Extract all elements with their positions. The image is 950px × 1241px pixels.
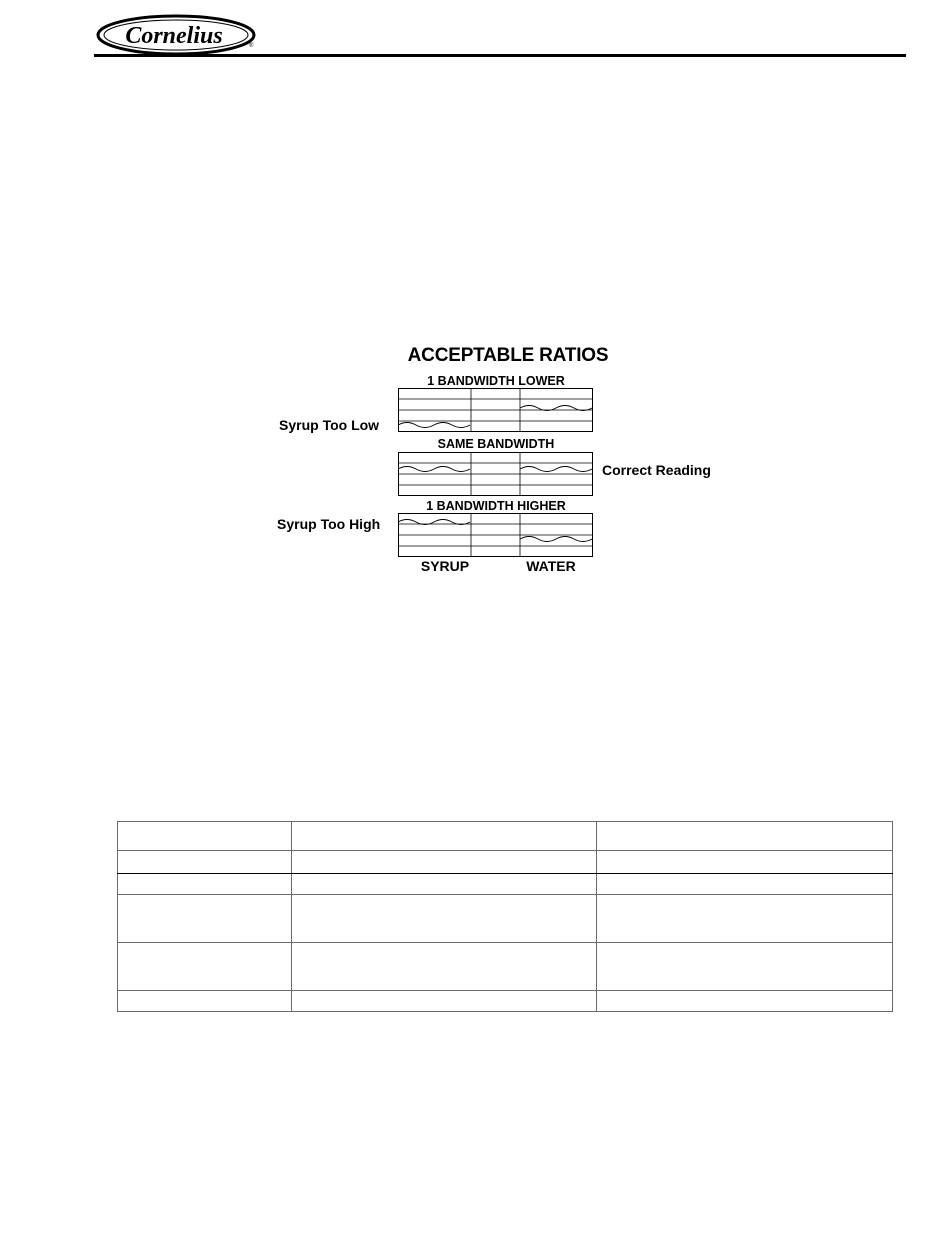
table-row bbox=[118, 991, 893, 1012]
column-label-syrup: SYRUP bbox=[420, 558, 470, 574]
data-table bbox=[117, 821, 893, 1012]
table-cell bbox=[292, 991, 597, 1012]
band-label-same: SAME BANDWIDTH bbox=[437, 437, 555, 451]
table-cell bbox=[597, 851, 893, 874]
table-row bbox=[118, 874, 893, 895]
table-row bbox=[118, 822, 893, 851]
syrup-wave-mid bbox=[398, 467, 470, 472]
side-label-correct-reading: Correct Reading bbox=[602, 462, 711, 478]
water-wave-low bbox=[520, 537, 592, 542]
table-cell bbox=[292, 874, 597, 895]
table-cell bbox=[597, 943, 893, 991]
band-gauge-higher bbox=[398, 513, 593, 557]
acceptable-ratios-figure bbox=[270, 345, 740, 580]
table-cell bbox=[118, 874, 292, 895]
table-cell bbox=[597, 895, 893, 943]
side-label-syrup-too-high: Syrup Too High bbox=[277, 516, 381, 532]
table-row bbox=[118, 895, 893, 943]
water-wave-mid bbox=[520, 467, 592, 472]
table-cell bbox=[597, 991, 893, 1012]
table-cell bbox=[118, 822, 292, 851]
table-cell bbox=[118, 991, 292, 1012]
table-cell bbox=[597, 874, 893, 895]
logo-wordmark: Cornelius bbox=[125, 23, 223, 49]
figure-title: ACCEPTABLE RATIOS bbox=[407, 345, 609, 366]
table-cell bbox=[118, 851, 292, 874]
band-label-higher: 1 BANDWIDTH HIGHER bbox=[426, 499, 566, 513]
header-rule bbox=[94, 54, 906, 57]
table-cell bbox=[292, 851, 597, 874]
column-label-water: WATER bbox=[526, 558, 576, 574]
table-row bbox=[118, 851, 893, 874]
table-cell bbox=[292, 943, 597, 991]
logo-registered-mark: ® bbox=[249, 43, 254, 49]
side-label-syrup-too-low: Syrup Too Low bbox=[279, 417, 380, 433]
cornelius-logo bbox=[96, 14, 260, 58]
table-cell bbox=[597, 822, 893, 851]
syrup-wave-low bbox=[398, 423, 470, 428]
table-row bbox=[118, 943, 893, 991]
table-cell bbox=[118, 943, 292, 991]
band-label-lower: 1 BANDWIDTH LOWER bbox=[427, 374, 565, 388]
table-cell bbox=[118, 895, 292, 943]
band-gauge-same bbox=[398, 452, 593, 496]
table-cell bbox=[292, 895, 597, 943]
band-gauge-lower bbox=[398, 388, 593, 432]
table-cell bbox=[292, 822, 597, 851]
